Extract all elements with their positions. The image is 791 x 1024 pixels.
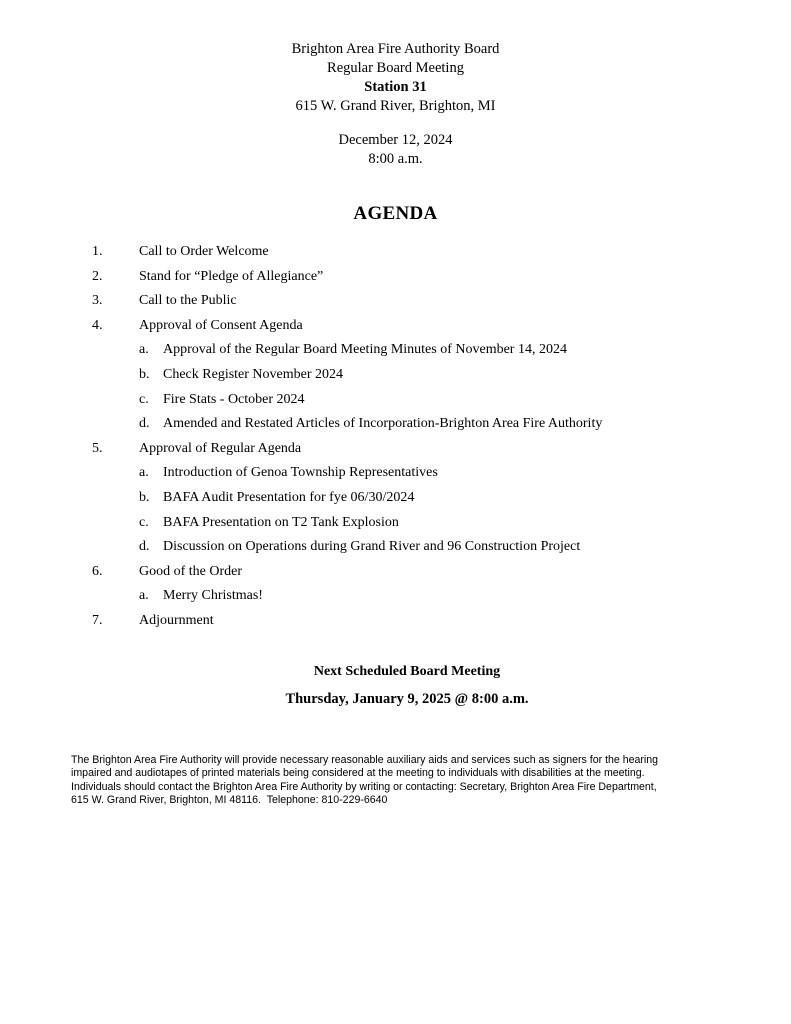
agenda-item-label: Approval of Regular Agenda <box>139 440 302 456</box>
agenda-subitem-label: Merry Christmas! <box>163 588 263 604</box>
agenda-item-label: Adjournment <box>139 612 214 628</box>
agenda-subitem-letter: a. <box>139 465 149 481</box>
agenda-item-label: Approval of Consent Agenda <box>139 317 303 333</box>
agenda-item-number: 4. <box>92 317 103 333</box>
next-meeting-heading: Next Scheduled Board Meeting <box>313 664 501 679</box>
agenda-subitem-letter: d. <box>139 539 150 555</box>
next-meeting-block <box>0 663 791 708</box>
agenda-subitem-letter: a. <box>139 588 149 604</box>
agenda-item-number: 2. <box>92 268 103 284</box>
agenda-subitem-label: BAFA Presentation on T2 Tank Explosion <box>163 514 399 530</box>
agenda-subitem <box>0 514 791 539</box>
meeting-type: Regular Board Meeting <box>327 60 464 76</box>
notice-line: impaired and audiotapes of printed materials being considered at the meeting to individuals with disabilities at the meeting. <box>71 767 645 780</box>
meeting-date: December 12, 2024 <box>338 132 453 148</box>
agenda-title: AGENDA <box>353 203 438 224</box>
agenda-subitem-label: Check Register November 2024 <box>163 366 344 382</box>
agenda-subitem-label: Approval of the Regular Board Meeting Minutes of November 14, 2024 <box>163 342 567 358</box>
meeting-time: 8:00 a.m. <box>368 151 423 167</box>
agenda-subitem-label: BAFA Audit Presentation for fye 06/30/2024 <box>163 489 415 505</box>
agenda-item <box>0 563 791 588</box>
agenda-subitem <box>0 415 791 440</box>
accessibility-notice <box>71 754 731 808</box>
agenda-subitem-letter: b. <box>139 489 150 505</box>
agenda-subitem-letter: b. <box>139 366 150 382</box>
agenda-subitem-letter: d. <box>139 416 150 432</box>
agenda-subitem-letter: c. <box>139 514 149 530</box>
agenda-item-label: Call to Order Welcome <box>139 244 269 259</box>
agenda-subitem <box>0 391 791 416</box>
location-address: 615 W. Grand River, Brighton, MI <box>295 98 496 114</box>
agenda-item <box>0 292 791 317</box>
agenda-subitem-label: Amended and Restated Articles of Incorporation-Brighton Area Fire Authority <box>163 416 603 432</box>
notice-line: The Brighton Area Fire Authority will provide necessary reasonable auxiliary aids and services such as signers for the hearing <box>71 754 659 766</box>
agenda-subitem-letter: c. <box>139 391 149 407</box>
agenda-subitem <box>0 538 791 563</box>
agenda-subitem-label: Discussion on Operations during Grand River and 96 Construction Project <box>163 539 581 555</box>
agenda-item-number: 6. <box>92 563 103 579</box>
agenda-item-number: 1. <box>92 244 103 259</box>
agenda-subitem <box>0 341 791 366</box>
agenda-item <box>0 268 791 293</box>
agenda-subitem <box>0 489 791 514</box>
notice-line: Individuals should contact the Brighton Area Fire Authority by writing or contacting: Secretary, Brighton Area Fire Department, <box>71 780 657 793</box>
notice-line: 615 W. Grand River, Brighton, MI 48116. Telephone: 810-229-6640 <box>71 794 388 807</box>
location-name: Station 31 <box>364 79 427 95</box>
agenda-item <box>0 317 791 342</box>
agenda-item <box>0 243 791 268</box>
organization-name: Brighton Area Fire Authority Board <box>291 41 500 57</box>
next-meeting-datetime: Thursday, January 9, 2025 @ 8:00 a.m. <box>285 691 529 707</box>
agenda-subitem-label: Introduction of Genoa Township Representatives <box>163 465 438 481</box>
meeting-header <box>0 40 791 169</box>
agenda-item-label: Call to the Public <box>139 293 237 309</box>
agenda-subitem <box>0 464 791 489</box>
agenda-subitem <box>0 587 791 612</box>
agenda-item-number: 7. <box>92 612 103 628</box>
agenda-subitem-label: Fire Stats - October 2024 <box>163 391 305 407</box>
agenda-subitem-letter: a. <box>139 342 149 358</box>
agenda-item-label: Good of the Order <box>139 563 243 579</box>
agenda-item-number: 5. <box>92 440 103 456</box>
agenda-item <box>0 612 791 637</box>
agenda-item-label: Stand for “Pledge of Allegiance” <box>139 268 324 284</box>
agenda-list <box>0 243 791 637</box>
agenda-subitem <box>0 366 791 391</box>
agenda-item <box>0 440 791 465</box>
agenda-item-number: 3. <box>92 293 103 309</box>
